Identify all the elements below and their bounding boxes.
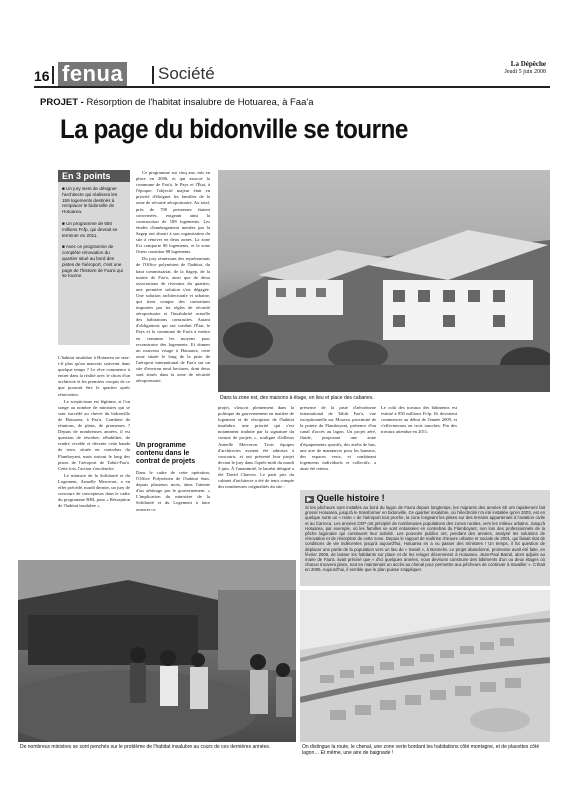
headline: La page du bidonville se tourne [60, 114, 408, 144]
article-column-2 [136, 170, 210, 438]
article-column-4: présence de la piste d'aérodrome international de Tahiti Faa'a, vue exceptionnelle sur Moorea, proximité de la pointe du Flamboyant, présence d'un canal d'accès au lagon. Un projet aéré, fluide, proposant une zone d'équipements sportifs, des arrêts de bus, une aire de manœuvre pour les bateaux, des espaces verts, et combinant logements individuels et collectifs, a ainsi été retenu. [300, 405, 376, 471]
section-name: Société [158, 64, 215, 83]
paragraph: Du jury réunissant des représentants de l'Office polynésien de l'habitat, du haut commissariat, de la Sagep, de la mairie de Faa'a, ainsi que de deux associations de riverains du quartier, une première solution s'est dégagée. Une solution architecturale et urbaine, qui tient compte des contraintes imposées par les règles de sécurité aéroportuaire et l'insalubrité actuelle des habitations construites. Autant d'obligations qui ont conduit l'État, le Pays et la commune de Faa'a à mettre en commun les moyens pour reconstruire des logements. Et donner un nouveau visage à Hotuarea, cette zone située le long de la piste de l'aéroport international de Faa'a sur un site d'environ neuf hectares, dont deux sont situés dans la zone de sécurité aéroportuaire. [136, 256, 210, 384]
plan-illustration [300, 590, 550, 742]
history-box [300, 490, 550, 586]
kicker-text: Résorption de l'habitat insalubre de Hotuarea, à Faa'a [86, 97, 314, 108]
article-column-2b: Dans le cadre de cette opération, l'Office Polynésien de l'habitat était, depuis plusieurs mois, dans l'attente d'un arbitrage par le gouvernement. « L'implication du ministère de la Solidarité et du Logement à faire avancer ce [136, 470, 210, 512]
header-divider [52, 66, 54, 84]
arrow-icon: ▶ [307, 497, 312, 503]
publication-name: La Dépêche [510, 60, 546, 68]
history-title-text: Quelle histoire ! [316, 493, 385, 503]
paragraph: Le ministre de la Solidarité et du Logement, Armelle Merceron, a en effet précédé, mardi dernier, un jury de concours de concepteurs dans le cadre du programme RHI, pour « Résorption de l'habitat insalubre ». [58, 472, 130, 509]
article-column-3: projet, s'inscrit pleinement dans la politique du gouvernement en matière de logement et de résorption de l'habitat insalubre, une priorité qui s'est notamment traduite par la signature du contrat de projets », souligne d'ailleurs Armelle Merceron. Trois équipes d'architectes avaient été admises à concourir, et ont présenté leur projet devant le jury dans l'après-midi du mardi 3 juin. À l'unanimité, le lauréat désigné a été David Chaveix. Le parti pris du cabinet d'architecte a été de tenir compte des nombreuses originalités du site : [218, 405, 294, 490]
hotuarea-photo [18, 560, 296, 742]
point-item: ■ Un programme de 650 millions Fcfp, qui devrait se terminer en 2011. [62, 220, 118, 238]
points-sidebar [58, 170, 130, 345]
point-text: Un programme de 650 millions Fcfp, qui devrait se terminer en 2011. [62, 220, 118, 238]
site-plan [300, 590, 550, 742]
paragraph: Ce programme sur cinq ans, mis en place en 2006, et qui associe la commune de Faa'a, le Pays et l'État, à l'époque, l'objectif majeur était en priorité d'éloigner les familles de la zone de sécurité aéroportuaire. Au total, près de 700 personnes étaient concernées, exigeant ainsi la construction de 188 logements. Les études d'aménagement menées par la Sagep ont abouti à son organisation du site à rénover en deux zones. La zone Est comporte 80 logements, et la zone Ouest constitue 88 logements. [136, 170, 210, 255]
section-brand: fenua [58, 62, 127, 86]
rendering-illustration [218, 170, 550, 392]
architect-rendering [218, 170, 550, 392]
subhead: Un programme contenu dans le contrat de projets [136, 442, 196, 465]
photo-illustration [18, 560, 296, 742]
header-divider [152, 66, 154, 84]
paragraph: L'habitat insalubre à Hotuarea ne sera-t-il plus qu'un mauvais souvenir dans quelque temps ? Le rêve commence à entrer dans la réalité avec le choix d'un architecte et les premiers croquis de ce que pourrait être le quartier après rénovation. [58, 355, 130, 397]
article-column-5: Le coût des travaux des bâtiments est estimé à 850 millions Fcfp. Ils devraient commencer au début de l'année 2009, et s'effectuerons en trois tranches. Fin des travaux attendue en 2011. [381, 405, 457, 435]
point-text: Avec ce programme de complète rénovation du quartier situé au bord des pistes de l'aéroport, c'est une page de l'histoire de Faa'a qui se tourne. [62, 244, 124, 279]
point-text: Un jury vient de désigner l'architecte qui réalisera les 159 logements destinés à remplacer le bidonville de Hotuarea. [62, 186, 118, 215]
page-header [34, 48, 550, 88]
header-rule [34, 86, 550, 88]
rendering-caption: Dans la zone est, des maisons à étage, en lieu et place des cabanes. [220, 395, 374, 401]
plan-caption: On distingue la route, le chenal, une zone verte bordant les habitations côté montagne, et de placettes côté lagon… Et même, une aire de baignade ! [302, 744, 540, 756]
point-item: ■ Un jury vient de désigner l'architecte qui réalisera les 159 logements destinés à remplacer le bidonville de Hotuarea. [62, 186, 118, 215]
points-title: En 3 points [58, 170, 130, 182]
photo-caption: De nombreux ministres se sont penchés sur le problème de l'habitat insalubre au cours de ces dernières années. [20, 744, 271, 750]
kicker-label: PROJET - [40, 97, 84, 108]
kicker [40, 97, 550, 108]
article-column-1 [58, 355, 130, 543]
paragraph: Le scepticisme est légitime, si l'on songe au nombre de ministres qui se sont succédé au chevet du bidonville de Hotuarea, à Faa'a. Combien de réunions, de plans, de promesses ? Depuis de nombreuses années, il est question de résorber, réhabiliter, de rendre vivable et décente cette bande de terre, située en contrebas du Flamboyant, mais surtout le long des pistes de l'aéroport de Tahiti-Faa'a. Cette fois, l'action s'enclenche. [58, 398, 130, 471]
history-text: Si les pêcheurs sont installés au bord du lagon de Faa'a depuis longtemps, les migrants des années 60 ont rapidement fait grossir Hotuarea, jusqu'à le transformer en bidonville. Ce quartier insalubre, où l'électricité n'a été installée qu'en 2003, est en quelque sorte un « reste » de l'aéroport tout proche, la zone longeant les pistes sur des terrains appartenant à l'aviation civile et au Carreca. Les années CEP ont précipité de nombreuses populations des zones rurales, vers les milieux urbains. Jusqu'à Hotuarea, par exemple, où les familles se sont entassées en contrebas du Flamboyant, non loin des professionnels de la pêche lagonaire qui continuent leur activité. Les pouvoirs publics ont, pendant des années, analysé les solutions de rénovation et de résorption de cette zone. Depuis le rapport de maîtrise d'œuvre urbaine et sociale de 2001, qui faisait état de conditions de vie indécentes jusqu'à aujourd'hui, Hotuarea en a vu passer des ministres ! Un temps, il fut question de déplacer une partie de la population vers un lieu de « transit », à Bonnelin. Le projet abandonné, promesse avait été faite, en février 2006, de laisser les habitants sur place et de les reloger décemment à Hotuarea. Jean-Paul Barral, alors adjoint au maire de Faa'a, avait précisé que « d'ici quelques années, nous devrions construire des bâtiments d'un ou deux étages où chacun trouvera place, tout en maintenant un accès au chenal pour permettre aux pêcheurs de continuer à travailler ». C'était en 2006. Aujourd'hui, il semble que le plan puisse s'appliquer. [305, 505, 545, 573]
point-item: ■ Avec ce programme de complète rénovation du quartier situé au bord des pistes de l'aéroport, c'est une page de l'histoire de Faa'a qui se tourne. [62, 244, 124, 279]
publication-date: Jeudi 5 juin 2008 [504, 69, 546, 75]
history-title [305, 493, 545, 503]
page-number: 16 [34, 68, 50, 84]
